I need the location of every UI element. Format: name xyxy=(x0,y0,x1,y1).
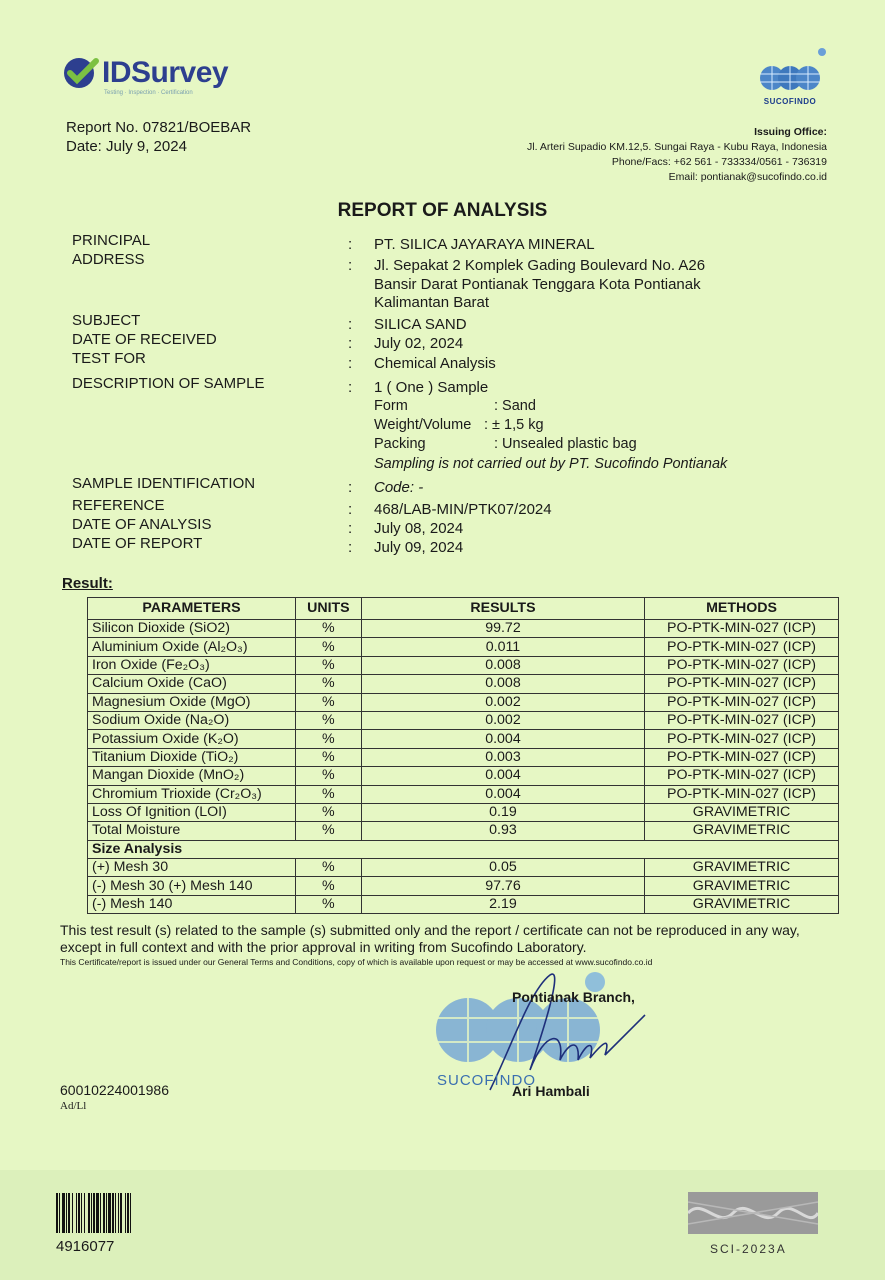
disclaimer: This test result (s) related to the sample (s) submitted only and the report / certificate can not be reproduced in any way, except in full context and with the prior approval in writing from Sucofindo Laboratory. xyxy=(60,922,800,955)
cell-result: 0.011 xyxy=(361,638,644,656)
office-address: Jl. Arteri Supadio KM.12,5. Sungai Raya - Kubu Raya, Indonesia xyxy=(526,141,827,153)
header-results: RESULTS xyxy=(361,598,644,620)
cell-unit: % xyxy=(295,675,361,693)
table-row xyxy=(88,748,839,766)
identification-label: SAMPLE IDENTIFICATION xyxy=(72,475,256,492)
colon: : xyxy=(348,379,353,396)
test-label: TEST FOR xyxy=(72,350,146,367)
header-units: UNITS xyxy=(295,598,361,620)
stamp-text: SUCOFINDO xyxy=(437,1072,536,1089)
table-row xyxy=(88,877,839,895)
cell-method: PO-PTK-MIN-027 (ICP) xyxy=(645,656,839,674)
cell-unit: % xyxy=(295,730,361,748)
cell-unit: % xyxy=(295,620,361,638)
cell-method: PO-PTK-MIN-027 (ICP) xyxy=(645,693,839,711)
cell-result: 0.05 xyxy=(361,859,644,877)
cell-unit: % xyxy=(295,785,361,803)
document-number: 60010224001986 xyxy=(60,1082,170,1098)
barcode-bar xyxy=(131,1193,133,1233)
cell-unit: % xyxy=(295,638,361,656)
colon: : xyxy=(348,316,353,333)
cell-method: PO-PTK-MIN-027 (ICP) xyxy=(645,711,839,729)
test-value: Chemical Analysis xyxy=(374,355,496,372)
cell-result: 0.93 xyxy=(361,822,644,840)
table-row xyxy=(88,767,839,785)
idsurvey-logo-text: IDSurvey xyxy=(102,56,229,89)
table-row xyxy=(88,730,839,748)
cell-unit: % xyxy=(295,656,361,674)
identification-value: Code: - xyxy=(374,479,424,496)
result-heading: Result: xyxy=(62,575,113,592)
cell-parameter: Magnesium Oxide (MgO) xyxy=(88,693,296,711)
cell-method: PO-PTK-MIN-027 (ICP) xyxy=(645,620,839,638)
cell-parameter: (+) Mesh 30 xyxy=(88,859,296,877)
idsurvey-tagline: Testing · Inspection · Certification xyxy=(104,90,193,96)
colon: : xyxy=(348,257,353,274)
cell-method: PO-PTK-MIN-027 (ICP) xyxy=(645,785,839,803)
cell-result: 97.76 xyxy=(361,877,644,895)
form-value: : Sand xyxy=(494,398,536,414)
cell-parameter: Iron Oxide (Fe₂O₃) xyxy=(88,656,296,674)
cell-result: 0.003 xyxy=(361,748,644,766)
cell-parameter: Loss Of Ignition (LOI) xyxy=(88,803,296,821)
analysis-date-label: DATE OF ANALYSIS xyxy=(72,516,212,533)
table-row xyxy=(88,785,839,803)
cell-unit: % xyxy=(295,859,361,877)
report-meta xyxy=(66,118,251,156)
subject-label: SUBJECT xyxy=(72,312,141,329)
sucofindo-logo-text: SUCOFINDO xyxy=(763,97,817,106)
cell-method: GRAVIMETRIC xyxy=(645,877,839,895)
subject-value: SILICA SAND xyxy=(374,316,467,333)
table-row xyxy=(88,620,839,638)
description-label: DESCRIPTION OF SAMPLE xyxy=(72,375,265,392)
idsurvey-logo xyxy=(62,56,229,96)
table-row xyxy=(88,693,839,711)
table-row xyxy=(88,711,839,729)
cell-unit: % xyxy=(295,803,361,821)
cell-result: 2.19 xyxy=(361,895,644,913)
colon: : xyxy=(348,236,353,253)
cell-parameter: Sodium Oxide (Na₂O) xyxy=(88,711,296,729)
weight-label: Weight/Volume xyxy=(374,417,472,433)
signer-name: Ari Hambali xyxy=(512,1083,590,1099)
cell-unit: % xyxy=(295,711,361,729)
cell-unit: % xyxy=(295,693,361,711)
cell-parameter: Titanium Dioxide (TiO₂) xyxy=(88,748,296,766)
description-value: 1 ( One ) Sample xyxy=(374,379,489,396)
colon: : xyxy=(348,501,353,518)
cell-unit: % xyxy=(295,767,361,785)
colon: : xyxy=(348,479,353,496)
cell-parameter: Total Moisture xyxy=(88,822,296,840)
office-email: Email: pontianak@sucofindo.co.id xyxy=(668,171,827,183)
weight-value: : ± 1,5 kg xyxy=(484,417,544,433)
sucofindo-globe-icon xyxy=(752,48,828,92)
cell-result: 0.008 xyxy=(361,656,644,674)
principal-value: PT. SILICA JAYARAYA MINERAL xyxy=(374,236,595,253)
address-line-2: Bansir Darat Pontianak Tenggara Kota Pontianak xyxy=(374,276,701,293)
branch-name: Pontianak Branch, xyxy=(512,989,635,1005)
table-row xyxy=(88,859,839,877)
table-row xyxy=(88,803,839,821)
header-parameters: PARAMETERS xyxy=(88,598,296,620)
results-table xyxy=(87,597,839,914)
cell-result: 99.72 xyxy=(361,620,644,638)
table-header-row xyxy=(88,598,839,620)
cell-parameter: Chromium Trioxide (Cr₂O₃) xyxy=(88,785,296,803)
cell-unit: % xyxy=(295,895,361,913)
cell-parameter: (-) Mesh 140 xyxy=(88,895,296,913)
cell-method: PO-PTK-MIN-027 (ICP) xyxy=(645,767,839,785)
sampling-note: Sampling is not carried out by PT. Sucofindo Pontianak xyxy=(374,456,728,472)
cell-result: 0.004 xyxy=(361,767,644,785)
cell-parameter: Silicon Dioxide (SiO2) xyxy=(88,620,296,638)
address-label: ADDRESS xyxy=(72,251,145,268)
report-date-value: July 09, 2024 xyxy=(374,539,464,556)
size-analysis-row xyxy=(88,840,839,858)
page-title: REPORT OF ANALYSIS xyxy=(337,200,548,221)
table-row xyxy=(88,656,839,674)
received-label: DATE OF RECEIVED xyxy=(72,331,217,348)
table-row xyxy=(88,675,839,693)
analysis-date-value: July 08, 2024 xyxy=(374,520,464,537)
security-code: SCI-2023A xyxy=(710,1242,787,1256)
cell-unit: % xyxy=(295,748,361,766)
cell-method: PO-PTK-MIN-027 (ICP) xyxy=(645,748,839,766)
idsurvey-check-icon xyxy=(62,56,102,90)
cell-result: 0.004 xyxy=(361,785,644,803)
barcode xyxy=(56,1193,180,1233)
address-line-1: Jl. Sepakat 2 Komplek Gading Boulevard No. A26 xyxy=(374,257,706,274)
cell-method: GRAVIMETRIC xyxy=(645,803,839,821)
office-phone: Phone/Facs: +62 561 - 733334/0561 - 736319 xyxy=(611,156,827,168)
cell-parameter: Mangan Dioxide (MnO₂) xyxy=(88,767,296,785)
colon: : xyxy=(348,520,353,537)
table-row xyxy=(88,638,839,656)
initials: Ad/Ll xyxy=(60,1100,87,1112)
colon: : xyxy=(348,335,353,352)
barcode-number: 4916077 xyxy=(56,1238,115,1255)
cell-parameter: Calcium Oxide (CaO) xyxy=(88,675,296,693)
size-analysis-heading: Size Analysis xyxy=(88,840,839,858)
cell-parameter: (-) Mesh 30 (+) Mesh 140 xyxy=(88,877,296,895)
received-value: July 02, 2024 xyxy=(374,335,464,352)
cell-method: PO-PTK-MIN-027 (ICP) xyxy=(645,730,839,748)
address-line-3: Kalimantan Barat xyxy=(374,294,490,311)
report-date: Date: July 9, 2024 xyxy=(66,138,187,155)
cell-method: PO-PTK-MIN-027 (ICP) xyxy=(645,675,839,693)
reference-value: 468/LAB-MIN/PTK07/2024 xyxy=(374,501,552,518)
packing-value: : Unsealed plastic bag xyxy=(494,436,637,452)
header-methods: METHODS xyxy=(645,598,839,620)
cell-unit: % xyxy=(295,822,361,840)
report-date-label: DATE OF REPORT xyxy=(72,535,203,552)
colon: : xyxy=(348,539,353,556)
fine-print: This Certificate/report is issued under our General Terms and Conditions, copy of which is available upon request or may be accessed at www.sucofindo.co.id xyxy=(60,957,653,967)
cell-parameter: Aluminium Oxide (Al₂O₃) xyxy=(88,638,296,656)
cell-result: 0.19 xyxy=(361,803,644,821)
cell-result: 0.002 xyxy=(361,711,644,729)
form-label: Form xyxy=(374,398,408,414)
cell-result: 0.004 xyxy=(361,730,644,748)
table-row xyxy=(88,822,839,840)
security-hologram xyxy=(688,1192,818,1234)
report-number: Report No. 07821/BOEBAR xyxy=(66,119,252,136)
cell-method: PO-PTK-MIN-027 (ICP) xyxy=(645,638,839,656)
cell-parameter: Potassium Oxide (K₂O) xyxy=(88,730,296,748)
cell-result: 0.008 xyxy=(361,675,644,693)
packing-label: Packing xyxy=(374,436,426,452)
office-title: Issuing Office: xyxy=(754,126,827,138)
colon: : xyxy=(348,355,353,372)
cell-method: GRAVIMETRIC xyxy=(645,895,839,913)
cell-method: GRAVIMETRIC xyxy=(645,859,839,877)
table-row xyxy=(88,895,839,913)
sucofindo-logo xyxy=(752,48,828,106)
principal-label: PRINCIPAL xyxy=(72,232,151,249)
cell-result: 0.002 xyxy=(361,693,644,711)
cell-method: GRAVIMETRIC xyxy=(645,822,839,840)
cell-unit: % xyxy=(295,877,361,895)
issuing-office xyxy=(527,125,827,185)
reference-label: REFERENCE xyxy=(72,497,165,514)
